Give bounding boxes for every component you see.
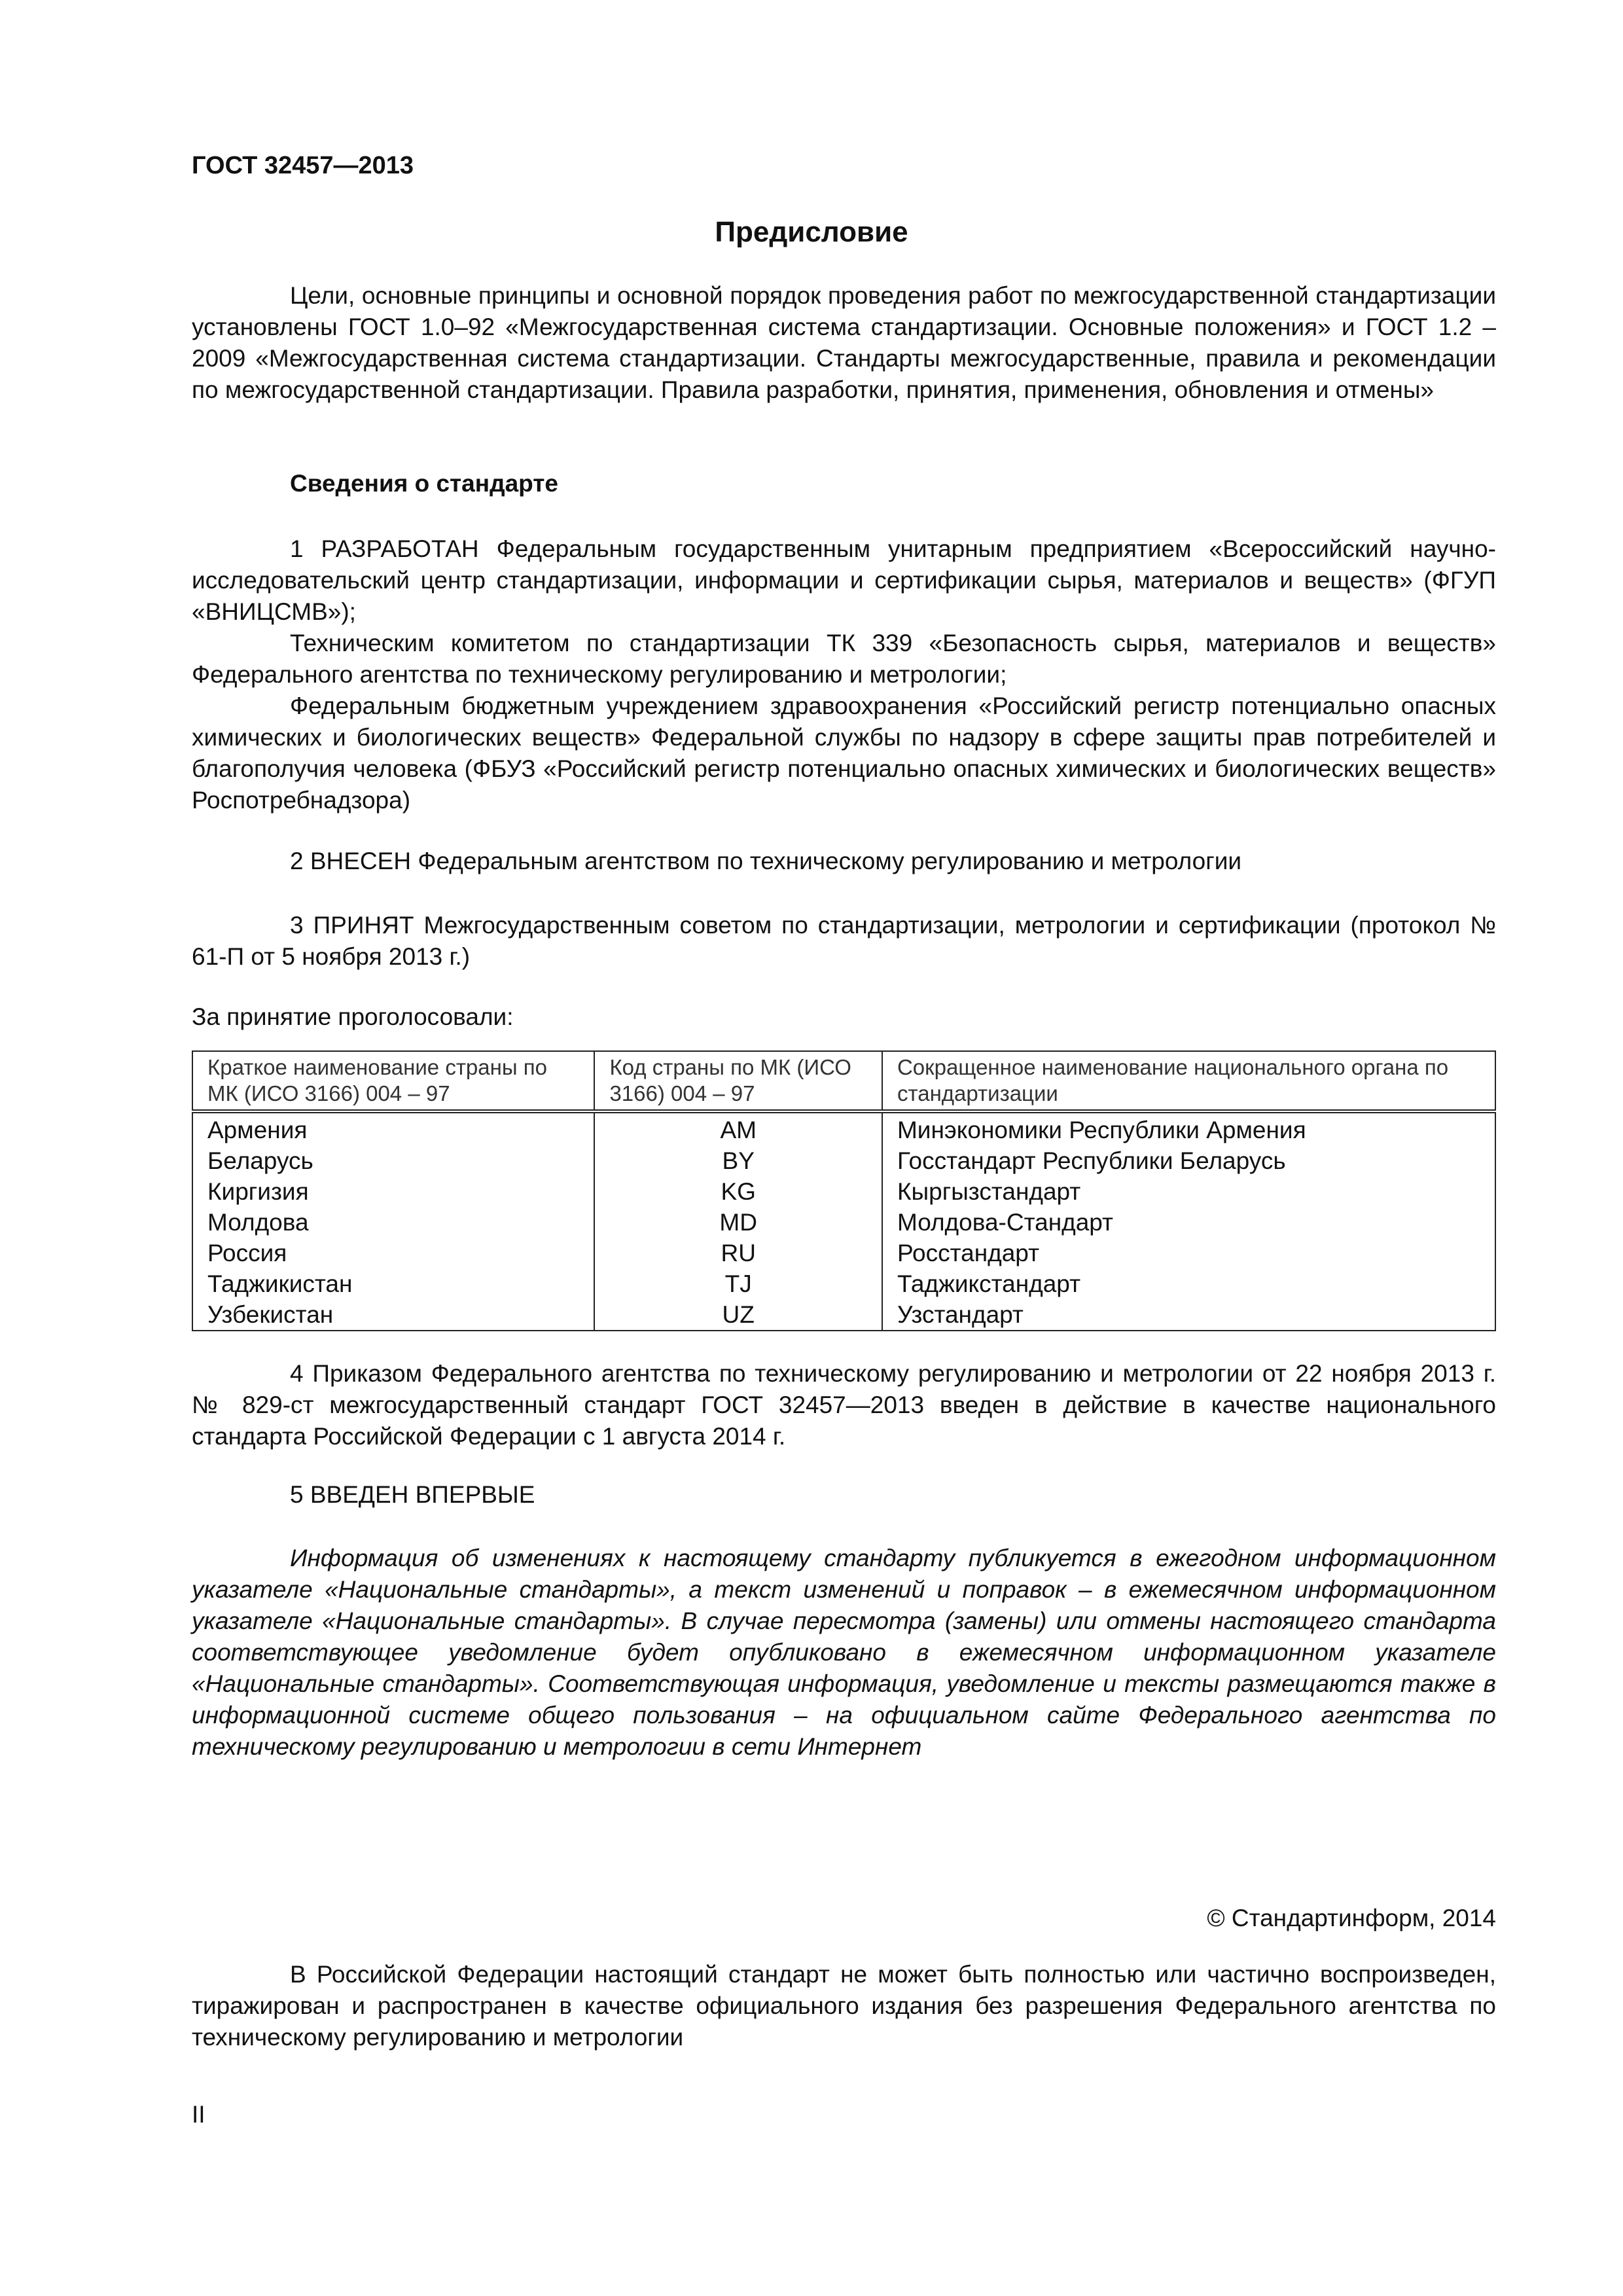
intro-section xyxy=(192,280,1496,406)
national-body: Узстандарт xyxy=(882,1299,1495,1331)
country-code: KG xyxy=(594,1176,882,1207)
national-body: Кыргызстандарт xyxy=(882,1176,1495,1207)
intro-paragraph: Цели, основные принципы и основной порядок проведения работ по межгосударственной стандартизации установлены ГОСТ 1.0–92 «Межгосударственная система стандартизации. Основные положения» и ГОСТ 1.2 – 2009 «Межгосударственная система стандартизации. Стандарты межгосударственные, правила и рекомендации по межгосударственной стандартизации. Правила разработки, принятия, применения, обновления и отмены» xyxy=(192,282,1496,403)
page-title: Предисловие xyxy=(715,216,908,248)
vote-table xyxy=(192,1050,1496,1331)
country-name: Киргизия xyxy=(192,1176,594,1207)
changes-info-section xyxy=(192,1543,1496,1763)
item5-paragraph: 5 ВВЕДЕН ВПЕРВЫЕ xyxy=(290,1481,535,1508)
vote-table-header xyxy=(192,1051,1495,1111)
item1-paragraph-1: 1 РАЗРАБОТАН Федеральным государственным унитарным предприятием «Всероссийский научно-исследовательский центр стандартизации, информации и сертификации сырья, материалов и веществ» (ФГУП «ВНИЦСМВ»); xyxy=(192,535,1496,625)
table-row xyxy=(192,1176,1495,1207)
national-body: Молдова-Стандарт xyxy=(882,1207,1495,1238)
country-code: TJ xyxy=(594,1268,882,1299)
item4-paragraph: 4 Приказом Федерального агентства по техническому регулированию и метрологии от 22 ноября 2013 г. № 829-ст межгосударственный стандарт ГОСТ 32457—2013 введен в действие в качестве национального стандарта Российской Федерации с 1 августа 2014 г. xyxy=(192,1360,1496,1450)
table-row xyxy=(192,1145,1495,1176)
doc-code-header: ГОСТ 32457—2013 xyxy=(192,152,414,179)
item4-section xyxy=(192,1358,1496,1452)
copyright: © Стандартинформ, 2014 xyxy=(1207,1905,1496,1931)
item3-paragraph: 3 ПРИНЯТ Межгосударственным советом по стандартизации, метрологии и сертификации (протокол № 61-П от 5 ноября 2013 г.) xyxy=(192,912,1496,970)
national-body: Таджикстандарт xyxy=(882,1268,1495,1299)
item3-section xyxy=(192,910,1496,973)
country-name: Узбекистан xyxy=(192,1299,594,1331)
national-body: Росстандарт xyxy=(882,1238,1495,1268)
item2-paragraph: 2 ВНЕСЕН Федеральным агентством по техническому регулированию и метрологии xyxy=(290,848,1242,874)
country-name: Таджикистан xyxy=(192,1268,594,1299)
header-country-name: Краткое наименование страны по МК (ИСО 3166) 004 – 97 xyxy=(192,1051,594,1111)
table-row xyxy=(192,1111,1495,1145)
country-name: Беларусь xyxy=(192,1145,594,1176)
reproduction-section xyxy=(192,1959,1496,2053)
reproduction-notice: В Российской Федерации настоящий стандарт не может быть полностью или частично воспроизведен, тиражирован и распространен в качестве официального издания без разрешения Федерального агентства по техническому регулированию и метрологии xyxy=(192,1961,1496,2051)
country-name: Армения xyxy=(192,1111,594,1145)
country-code: MD xyxy=(594,1207,882,1238)
table-row xyxy=(192,1299,1495,1331)
changes-info-paragraph: Информация об изменениях к настоящему стандарту публикуется в ежегодном информационном указателе «Национальные стандарты», а текст изменений и поправок – в ежемесячном информационном указателе «Национальные стандарты». В случае пересмотра (замены) или отмены настоящего стандарта соответствующее уведомление будет опубликовано в ежемесячном информационном указателе «Национальные стандарты». Соответствующая информация, уведомление и тексты размещаются также в информационной системе общего пользования – на официальном сайте Федерального агентства по техническому регулированию и метрологии в сети Интернет xyxy=(192,1545,1496,1760)
header-national-body: Сокращенное наименование национального органа по стандартизации xyxy=(882,1051,1495,1111)
table-row xyxy=(192,1268,1495,1299)
item1-section xyxy=(192,533,1496,816)
country-name: Россия xyxy=(192,1238,594,1268)
country-code: BY xyxy=(594,1145,882,1176)
country-code: UZ xyxy=(594,1299,882,1331)
country-name: Молдова xyxy=(192,1207,594,1238)
item1-paragraph-3: Федеральным бюджетным учреждением здравоохранения «Российский регистр потенциально опасных химических и биологических веществ» Федеральной службы по надзору в сфере защиты прав потребителей и благополучия человека (ФБУЗ «Российский регистр потенциально опасных химических и биологических веществ» Роспотребнадзора) xyxy=(192,692,1496,814)
national-body: Госстандарт Республики Беларусь xyxy=(882,1145,1495,1176)
national-body: Минэкономики Республики Армения xyxy=(882,1111,1495,1145)
vote-label: За принятие проголосовали: xyxy=(192,1003,514,1030)
country-code: AM xyxy=(594,1111,882,1145)
info-heading: Сведения о стандарте xyxy=(290,470,558,497)
table-row xyxy=(192,1238,1495,1268)
country-code: RU xyxy=(594,1238,882,1268)
header-country-code: Код страны по МК (ИСО 3166) 004 – 97 xyxy=(594,1051,882,1111)
item1-paragraph-2: Техническим комитетом по стандартизации ТК 339 «Безопасность сырья, материалов и веществ» Федерального агентства по техническому регулированию и метрологии; xyxy=(192,630,1496,688)
table-row xyxy=(192,1207,1495,1238)
page-number: II xyxy=(192,2101,205,2128)
